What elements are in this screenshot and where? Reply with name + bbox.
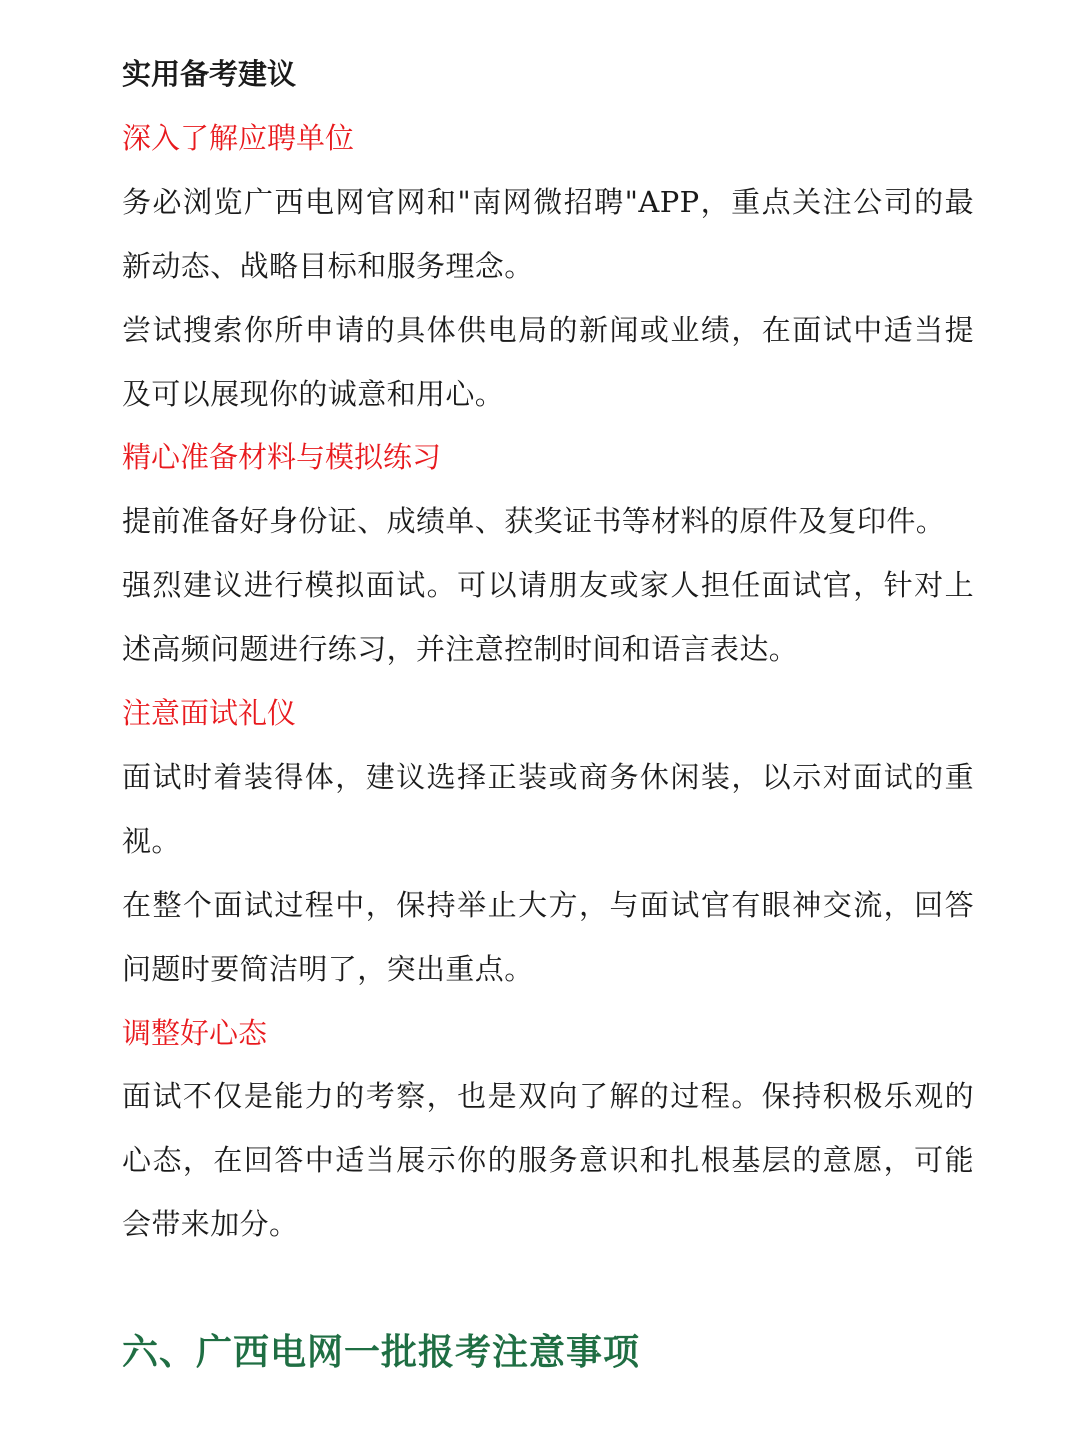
paragraph-mindset: 面试不仅是能力的考察，也是双向了解的过程。保持积极乐观的心态，在回答中适当展示你的服务意识和扎根基层的意愿，可能会带来加分。 <box>122 1079 974 1241</box>
sub-heading-mindset: 调整好心态 <box>122 1016 268 1050</box>
paragraph-search-news: 尝试搜索你所申请的具体供电局的新闻或业绩，在面试中适当提及可以展现你的诚意和用心。 <box>122 313 974 411</box>
paragraph-behavior: 在整个面试过程中，保持举止大方，与面试官有眼神交流，回答问题时要简洁明了，突出重点。 <box>122 888 974 986</box>
paragraph-materials: 提前准备好身份证、成绩单、获奖证书等材料的原件及复印件。 <box>122 504 946 538</box>
chapter-title: 六、广西电网一批报考注意事项 <box>122 1331 641 1373</box>
paragraph-official-site: 务必浏览广西电网官网和"南网微招聘"APP，重点关注公司的最新动态、战略目标和服务理念。 <box>122 185 974 283</box>
paragraph-mock-interview: 强烈建议进行模拟面试。可以请朋友或家人担任面试官，针对上述高频问题进行练习，并注意控制时间和语言表达。 <box>122 568 974 666</box>
sub-heading-understand-employer: 深入了解应聘单位 <box>122 121 355 155</box>
sub-heading-etiquette: 注意面试礼仪 <box>122 696 297 730</box>
sub-heading-prepare-materials: 精心准备材料与模拟练习 <box>122 440 442 474</box>
section-title: 实用备考建议 <box>122 57 297 91</box>
paragraph-dress-code: 面试时着装得体，建议选择正装或商务休闲装，以示对面试的重视。 <box>122 760 974 858</box>
